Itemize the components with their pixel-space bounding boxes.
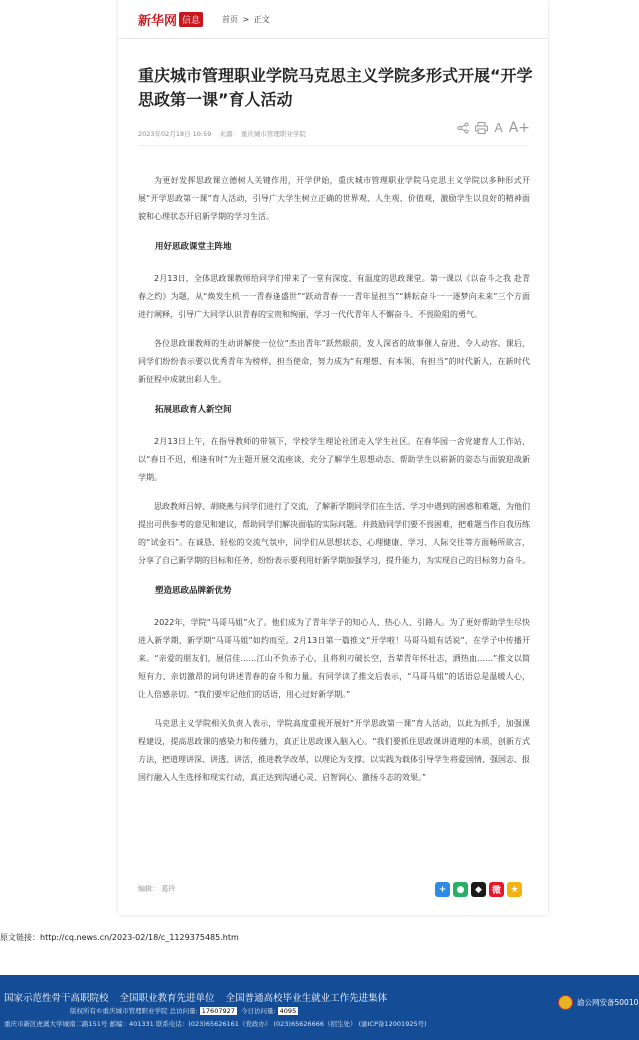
article-source: 重庆城市管理职业学院 xyxy=(240,129,306,138)
wechat-icon[interactable]: ● xyxy=(453,882,468,897)
footer-address: 重庆市新区虎溪大学城南二路151号 邮编：401331 联系电话：(023)65626161（党政办） (023)65626666（招生处） (渝ICP备12001925号) xyxy=(4,1020,427,1028)
editor-name: 葛玲 xyxy=(161,885,176,893)
editor-line xyxy=(138,884,175,894)
footer-honor: 全国普通高校毕业生就业工作先进集体 xyxy=(225,993,388,1004)
today-count: 4095 xyxy=(279,1007,297,1015)
breadcrumb-current: 正文 xyxy=(253,15,270,24)
weibo-icon[interactable]: 微 xyxy=(489,882,504,897)
article-paragraph: 马克思主义学院相关负责人表示，学院高度重视开展好“开学思政第一课”育人活动，以此为抓手，加强课程建设，提高思政课的感染力和传播力，真正让思政课入脑入心。“我们要抓住思政课讲道理的本质，创新方式方法，把道理讲深、讲透、讲活，推进教学改革，以理论为支撑、以实践为载体引导学生将爱国情、强国志、报国行融入人生选择和现实行动，真正达到沟通心灵、启智润心、激扬斗志的效果。” xyxy=(138,719,530,782)
footer-copyright: 版权所有©重庆城市管理职业学院 xyxy=(70,1007,168,1015)
article-paragraph: 思政教师吕婷、胡晓燕与同学们进行了交流，了解新学期同学们在生活、学习中遇到的困惑和难题，为他们提出可供参考的意见和建议，帮助同学们解决面临的实际问题。并鼓励同学们要不畏困难，把难题当作自我历练的“试金石”。在诚恳、轻松的交流气氛中，同学们从思想状态、心理健康、学习、人际交往等方面畅所欲言，分享了自己新学期的目标和任务，纷纷表示要利用好新学期加强学习，提升能力，为实现自己的目标努力奋斗。 xyxy=(138,502,530,565)
police-record-text: 渝公网安备50010 xyxy=(577,998,639,1007)
xinhua-logo[interactable] xyxy=(138,10,203,28)
footer-honor: 国家示范性骨干高职院校 xyxy=(4,993,109,1004)
breadcrumb-home[interactable]: 首页 xyxy=(222,15,238,24)
original-link[interactable]: 原文链接：http://cq.news.cn/2023-02/18/c_1129375485.htm xyxy=(0,933,239,942)
article-body xyxy=(138,172,530,798)
share-icon[interactable] xyxy=(457,122,469,134)
visits-label: 总访问量: xyxy=(169,1007,198,1015)
section-heading: 用好思政课堂主阵地 xyxy=(155,242,232,252)
section-heading: 拓展思政育人新空间 xyxy=(155,405,232,415)
breadcrumb-separator: > xyxy=(242,15,250,24)
article-card xyxy=(118,0,548,915)
section-heading: 塑造思政品牌新优势 xyxy=(155,586,232,596)
article-paragraph: 2月13日，全体思政课教师给同学们带来了一堂有深度、有温度的思政课堂。第一课以《以奋斗之我 赴青春之约》为题，从“焕发生机一一青春逢盛世”“跃动青春一一青年显担当”“耕耘奋斗一一逐梦向未来”三个方面进行阐释，引导广大同学认识青春的宝贵和绚丽，学习一代代青年人不懈奋斗、不畏险阻的勇气。 xyxy=(138,274,530,319)
meta-divider xyxy=(138,145,528,146)
article-paragraph: 为更好发挥思政课立德树人关键作用，开学伊始，重庆城市管理职业学院马克思主义学院以多种形式开展“开学思政第一课”育人活动，引导广大学生树立正确的世界观、人生观、价值观，激励学生以良好的精神面貌和心理状态开启新学期的学习生活。 xyxy=(138,176,530,221)
footer-honors xyxy=(4,990,395,1004)
logo-tag: 信息 xyxy=(179,12,203,27)
article-title: 重庆城市管理职业学院马克思主义学院多形式开展“开学思政第一课”育人活动 xyxy=(138,66,533,109)
today-label: 今日访问量: xyxy=(240,1007,276,1015)
source-label: 来源： xyxy=(219,129,239,138)
footer-honor: 全国职业教育先进单位 xyxy=(119,993,215,1004)
article-datetime: 2023年02月18日 10:59 xyxy=(138,129,212,138)
site-header xyxy=(118,0,548,39)
font-decrease-button[interactable]: A xyxy=(494,121,503,135)
article-tools xyxy=(457,120,530,136)
article-paragraph: 各位思政课教师的生动讲解使一位位“杰出青年”跃然眼前，发人深省的故事催人奋进、令人动容。课后，同学们纷纷表示要以优秀青年为榜样，担当使命，努力成为“有理想、有本领、有担当”的时代新人，在新时代新征程中成就出彩人生。 xyxy=(138,339,530,384)
site-footer xyxy=(0,975,639,1040)
article-paragraph: 2022年，学院“马哥马姐”火了。他们成为了青年学子的知心人、热心人、引路人。为了更好帮助学生尽快进入新学期，新学期“马哥马姐”如约而至。2月13日第一篇推文“开学啦！马哥马姐有话说”，在学子中传播开来。“亲爱的朋友们，展信佳……江山不负赤子心，且将利刃破长空，吾辈青年怀壮志，洒热血……”推文以简短有力、亲切激昂的词句讲述青春的奋斗和力量。有同学读了推文后表示，“马哥马姐”的话语总是温暖人心，让人倍感亲切。“我们要牢记他们的话语，用心过好新学期。” xyxy=(138,618,530,699)
visits-count: 17607927 xyxy=(201,1007,235,1015)
qq-icon[interactable]: ◆ xyxy=(471,882,486,897)
font-increase-button[interactable]: A+ xyxy=(508,120,530,136)
footer-stats xyxy=(70,1006,300,1015)
qzone-icon[interactable]: ★ xyxy=(507,882,522,897)
print-icon[interactable] xyxy=(475,122,488,134)
share-bar xyxy=(435,882,522,897)
article-paragraph: 2月13日上午，在指导教师的带领下，学校学生理论社团走入学生社区。在春华园一舍党建育人工作站，以“春日不迟，相逢有时”为主题开展交流座谈，充分了解学生思想动态、帮助学生以崭新的姿态与面貌迎战新学期。 xyxy=(138,437,530,482)
police-badge-icon xyxy=(558,995,573,1010)
share-plus-icon[interactable]: + xyxy=(435,882,450,897)
editor-label: 编辑： xyxy=(138,885,159,893)
breadcrumb xyxy=(222,14,272,25)
police-record[interactable] xyxy=(558,995,638,1010)
logo-text: 新华网 xyxy=(138,13,178,29)
